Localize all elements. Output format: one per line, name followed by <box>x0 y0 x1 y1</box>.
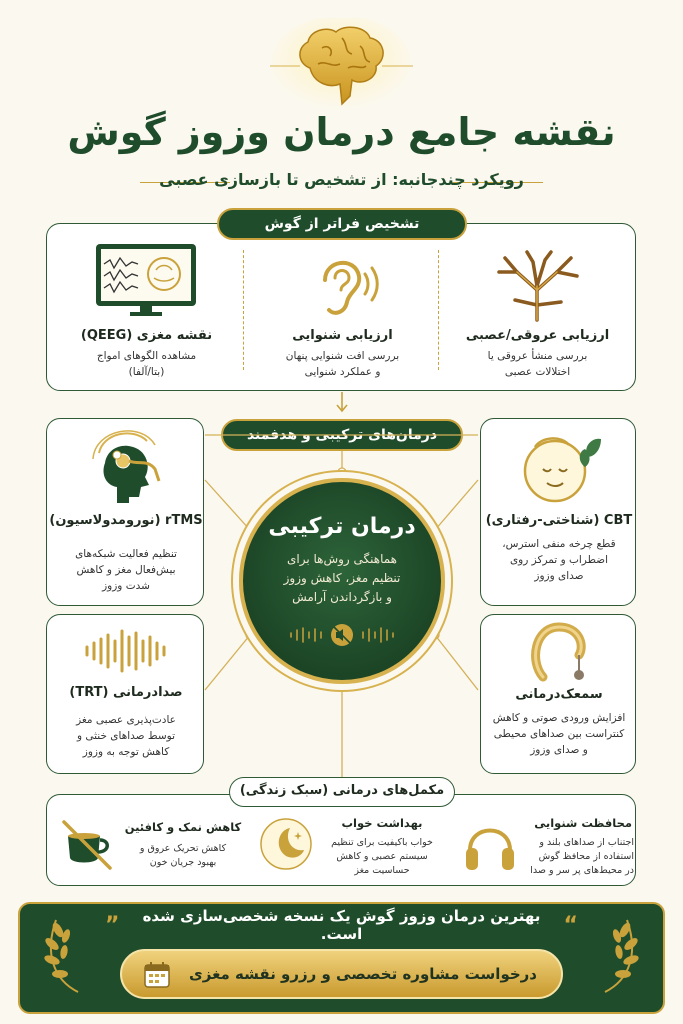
center-text: هماهنگی روش‌ها برای <box>286 552 398 566</box>
card-text: توسط صداهای خنثی و <box>76 730 176 742</box>
card-text: اختلالات عصبی <box>504 366 571 378</box>
diagnosis-card-qeeg <box>54 238 239 385</box>
treatment-card-hearing-aid <box>480 614 636 774</box>
center-text: و بازگرداندن آرامش <box>292 590 392 604</box>
lifestyle-card-sleep <box>252 806 452 886</box>
laurel-right-icon <box>593 910 649 996</box>
muted-sound-icon <box>287 622 397 648</box>
lifestyle-card-diet <box>52 806 248 886</box>
card-title: ارزیابی عروقی/عصبی <box>465 328 610 343</box>
card-text: حساسیت مغز <box>354 865 410 876</box>
card-text: تنظیم فعالیت شبکه‌های <box>75 548 177 560</box>
card-text: کاهش تحریک عروق و <box>139 843 227 854</box>
card-text: بیش‌فعال مغز و کاهش <box>76 564 176 576</box>
card-text: و عملکرد شنوایی <box>304 366 381 378</box>
card-text: خواب باکیفیت برای تنظیم <box>331 837 433 848</box>
card-title: rTMS (نورومدولاسیون) <box>49 513 203 528</box>
diagnosis-section-label: تشخیص فراتر از گوش <box>217 208 467 240</box>
card-text: اجتناب از صداهای بلند و <box>539 837 634 848</box>
center-title: درمان ترکیبی <box>268 514 416 539</box>
treatment-card-cbt <box>480 418 636 606</box>
card-text: بهبود جریان خون <box>149 857 217 868</box>
no-coffee-icon <box>58 814 118 874</box>
cta-label: درخواست مشاوره تخصصی و رزرو نقشه مغزی <box>188 965 537 983</box>
nerve-icon <box>487 250 587 322</box>
card-text: عادت‌پذیری عصبی مغز <box>76 714 176 726</box>
combined-therapy-hub <box>239 478 445 684</box>
banner-quote-text: بهترین درمان وزوز گوش یک نسخه شخصی‌سازی شده است. <box>142 907 541 943</box>
diagnosis-divider <box>438 250 439 370</box>
card-title: بهداشت خواب <box>341 816 423 830</box>
card-title: ارزیابی شنوایی <box>292 328 393 343</box>
sound-wave-icon <box>81 629 171 673</box>
card-text: مشاهده الگوهای امواج <box>96 350 197 362</box>
card-text: استفاده از محافظ گوش <box>538 851 634 862</box>
page-subtitle: رویکرد چندجانبه: از تشخیص تا بازسازی عصبی <box>159 170 524 189</box>
card-text: (بتا/آلفا) <box>128 366 165 378</box>
quote-open-icon: “ <box>563 912 578 938</box>
card-text: بررسی افت شنوایی پنهان <box>285 350 400 362</box>
treatment-card-rtms <box>46 418 204 606</box>
card-title: سمعک‌درمانی <box>515 687 603 702</box>
quote-close-icon: ” <box>105 912 120 938</box>
headphones-icon <box>462 816 518 876</box>
card-text: اضطراب و تمرکز روی <box>509 554 609 566</box>
head-stimulation-icon <box>77 425 175 509</box>
card-title: نقشه مغزی (QEEG) <box>80 328 213 343</box>
card-text: در محیط‌های پر سر و صدا <box>530 865 634 876</box>
ear-icon <box>305 250 385 322</box>
card-title: کاهش نمک و کافئین <box>124 820 242 834</box>
card-text: کاهش توجه به وزوز <box>82 746 170 758</box>
treatments-section-label: درمان‌های ترکیبی و هدفمند <box>221 419 463 451</box>
card-text: سیستم عصبی و کاهش <box>336 851 428 862</box>
moon-icon <box>258 816 314 872</box>
laurel-left-icon <box>34 910 90 996</box>
card-text: کنتراست بین صداهای محیطی <box>493 728 625 740</box>
card-text: بررسی منشأ عروقی یا <box>487 350 588 362</box>
card-title: CBT (شناختی-رفتاری) <box>485 513 633 528</box>
center-text: تنظیم مغز، کاهش وزوز <box>283 571 401 585</box>
hearing-aid-icon <box>519 621 599 687</box>
page-title: نقشه جامع درمان وزوز گوش <box>67 110 616 154</box>
card-title: صدادرمانی (TRT) <box>69 685 183 700</box>
card-text: افزایش ورودی صوتی و کاهش <box>492 712 626 724</box>
diagnosis-card-vascular <box>445 250 630 385</box>
calendar-icon <box>142 960 172 990</box>
consultation-booking-button[interactable] <box>120 949 563 999</box>
banner-quote <box>105 907 578 943</box>
card-text: شدت وزوز <box>102 580 150 592</box>
eeg-monitor-icon <box>94 242 199 318</box>
card-text: صدای وزوز <box>534 570 584 582</box>
lifestyle-section-label: مکمل‌های درمانی (سبک زندگی) <box>229 777 455 807</box>
diagnosis-divider <box>243 250 244 370</box>
lifestyle-card-protection <box>458 806 636 886</box>
calm-face-icon <box>513 427 605 507</box>
card-text: قطع چرخه منفی استرس، <box>502 538 616 550</box>
diagnosis-card-audiology <box>250 250 435 385</box>
card-title: محافظت شنوایی <box>534 816 632 830</box>
brain-icon <box>270 18 413 118</box>
card-text: و صدای وزوز <box>530 744 588 756</box>
treatment-card-trt <box>46 614 204 774</box>
